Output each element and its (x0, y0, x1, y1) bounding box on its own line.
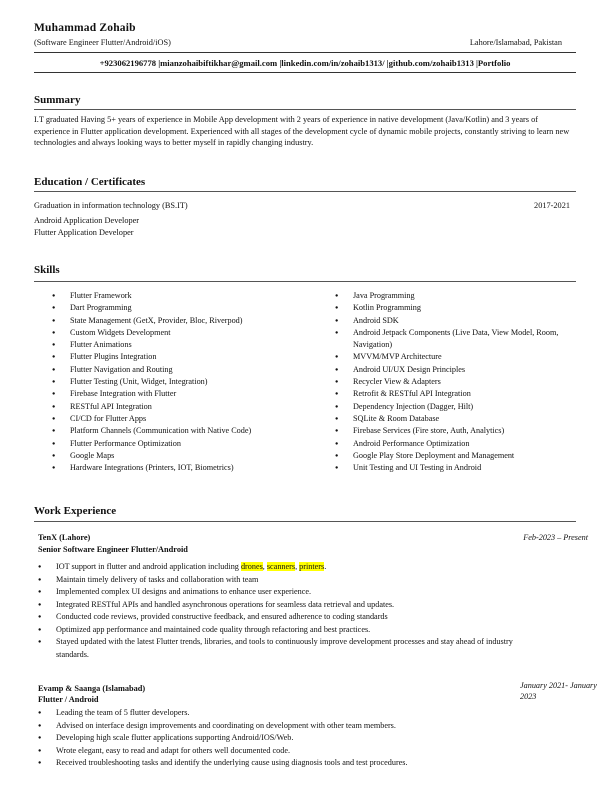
list-item: ● Unit Testing and UI Testing in Android (335, 462, 580, 474)
list-item: ● Developing high scale flutter applications supporting Android/IOS/Web. (38, 732, 538, 745)
list-item: ● RESTful API Integration (52, 401, 332, 413)
list-item: ● Flutter Navigation and Routing (52, 364, 332, 376)
list-item: ● Flutter Framework (52, 290, 332, 302)
list-item: ● Leading the team of 5 flutter developers. (38, 707, 538, 720)
header-top-rule (34, 52, 576, 53)
list-item: ● Firebase Services (Fire store, Auth, Analytics) (335, 425, 580, 437)
list-item: ● Platform Channels (Communication with Native Code) (52, 425, 332, 437)
job2-company: Evamp & Saanga (Islamabad) (38, 684, 146, 693)
list-item: ● Dart Programming (52, 302, 332, 314)
list-item: ● Optimized app performance and maintained code quality through refactoring and best practices. (38, 624, 518, 637)
list-item: ● Google Maps (52, 450, 332, 462)
list-item: ● Flutter Plugins Integration (52, 351, 332, 363)
job1-title: Senior Software Engineer Flutter/Android (38, 545, 188, 554)
candidate-name: Muhammad Zohaib (34, 22, 136, 34)
list-item: ● Hardware Integrations (Printers, IOT, Biometrics) (52, 462, 332, 474)
job1-bullets (38, 561, 518, 661)
list-item: ● Retrofit & RESTful API Integration (335, 388, 580, 400)
list-item: ● Conducted code reviews, provided constructive feedback, and ensured adherence to coding standards (38, 611, 518, 624)
list-item: ● Android Jetpack Components (Live Data, View Model, Room, Navigation) (335, 327, 580, 352)
candidate-role: (Software Engineer Flutter/Android/iOS) (34, 38, 171, 47)
list-item: ● Implemented complex UI designs and animations to enhance user experience. (38, 586, 518, 599)
education-heading: Education / Certificates (34, 176, 146, 188)
summary-text: I.T graduated Having 5+ years of experience in Mobile App development with 2 years of experience in native development (Java/Kotlin) and 3 years of experience in Flutter application development. Experienced with all stages of the development cycle of dynamic mobile projects, constantly striving to learn new technologies and always looking ways to better myself in rapidly changing industry. (34, 115, 570, 148)
skills-heading: Skills (34, 264, 60, 276)
list-item: ● Wrote elegant, easy to read and adapt for others well documented code. (38, 745, 538, 758)
list-item: ● Flutter Animations (52, 339, 332, 351)
list-item: ● Android UI/UX Design Principles (335, 364, 580, 376)
list-item: ● Recycler View & Adapters (335, 376, 580, 388)
list-item: ● Flutter Testing (Unit, Widget, Integration) (52, 376, 332, 388)
list-item: ● MVVM/MVP Architecture (335, 351, 580, 363)
education-years: 2017-2021 (534, 201, 570, 210)
candidate-location: Lahore/Islamabad, Pakistan (469, 38, 562, 47)
highlight-scanners: scanners (266, 562, 296, 571)
list-item: ● Kotlin Programming (335, 302, 580, 314)
list-item: ● Android Performance Optimization (335, 438, 580, 450)
list-item: ● SQLite & Room Database (335, 413, 580, 425)
summary-rule (34, 109, 576, 110)
certificate-item: Flutter Application Developer (34, 228, 134, 237)
list-item: ● Firebase Integration with Flutter (52, 388, 332, 400)
header-bottom-rule (34, 72, 576, 73)
job1-company: TenX (Lahore) (38, 533, 91, 542)
contact-line[interactable]: +923062196778 |mianzohaibiftikhar@gmail.com |linkedin.com/in/zohaib1313/ |github.com/zohaib1313 |Portfolio (99, 58, 511, 68)
summary-heading: Summary (34, 94, 81, 106)
list-item: ● Stayed updated with the latest Flutter trends, libraries, and tools to continuously improve development processes and stay ahead of industry standards. (38, 636, 518, 661)
education-degree: Graduation in information technology (BS.IT) (34, 201, 188, 210)
list-item: ● Android SDK (335, 315, 580, 327)
list-item: ● Java Programming (335, 290, 580, 302)
job1-dates: Feb-2023 – Present (523, 533, 588, 542)
list-item: ● Google Play Store Deployment and Management (335, 450, 580, 462)
work-heading: Work Experience (34, 505, 117, 517)
skills-left-list (52, 290, 332, 474)
list-item: ● State Management (GetX, Provider, Bloc, Riverpod) (52, 315, 332, 327)
list-item: ● Advised on interface design improvements and coordinating on development with other team members. (38, 720, 538, 733)
job2-title: Flutter / Android (38, 695, 99, 704)
education-rule (34, 191, 576, 192)
highlight-printers: printers (299, 562, 325, 571)
skills-right-list (335, 290, 580, 474)
list-item: ● Received troubleshooting tasks and identify the underlying cause using diagnosis tools and test procedures. (38, 757, 538, 770)
job2-dates: January 2021- January 2023 (520, 681, 597, 701)
list-item: ● Flutter Performance Optimization (52, 438, 332, 450)
list-item: ● CI/CD for Flutter Apps (52, 413, 332, 425)
job2-bullets (38, 707, 538, 770)
certificate-item: Android Application Developer (34, 216, 140, 225)
list-item: ● Integrated RESTful APIs and handled asynchronous operations for seamless data retrieval and updates. (38, 599, 518, 612)
list-item: ● Custom Widgets Development (52, 327, 332, 339)
list-item: ● Maintain timely delivery of tasks and collaboration with team (38, 574, 518, 587)
list-item: ● IOT support in flutter and android application including drones, scanners, printers. (38, 561, 518, 574)
skills-rule (34, 281, 576, 282)
highlight-drones: drones (240, 562, 263, 571)
work-rule (34, 521, 576, 522)
list-item: ● Dependency Injection (Dagger, Hilt) (335, 401, 580, 413)
